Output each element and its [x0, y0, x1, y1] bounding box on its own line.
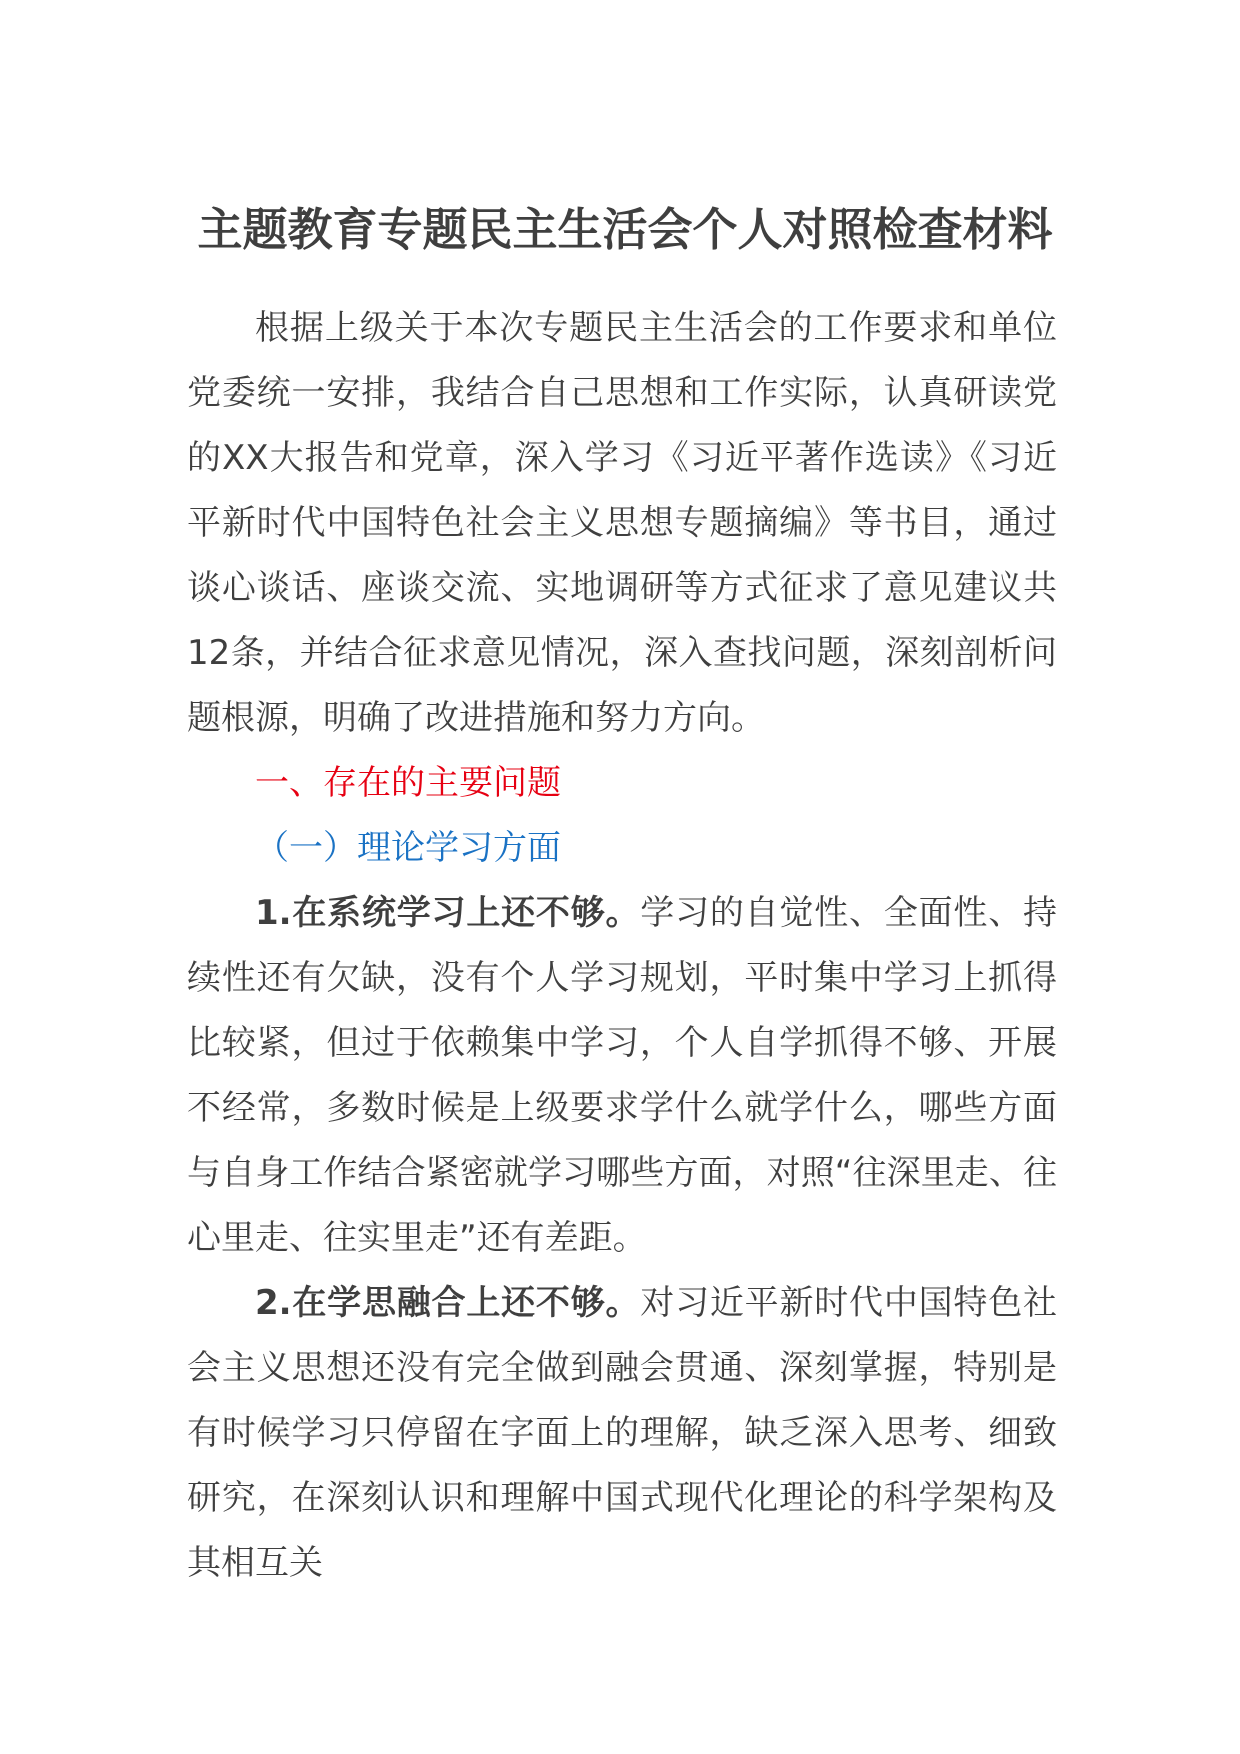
item-1-paragraph — [187, 881, 1057, 1271]
subsection-heading: （一）理论学习方面 — [255, 828, 561, 868]
item-2-paragraph — [187, 1271, 1057, 1596]
item-2-text: 对习近平新时代中国特色社会主义思想还没有完全做到融会贯通、深刻掌握，特别是有时候学习只停留在字面上的理解，缺乏深入思考、细致研究，在深刻认识和理解中国式现代化理论的科学架构及其相互关 — [187, 1283, 1058, 1583]
item-1-lead: 1.在系统学习上还不够。 — [255, 893, 641, 933]
item-1-text: 学习的自觉性、全面性、持续性还有欠缺，没有个人学习规划，平时集中学习上抓得比较紧，但过于依赖集中学习，个人自学抓得不够、开展不经常，多数时候是上级要求学什么就学什么，哪些方面与自身工作结合紧密就学习哪些方面，对照“往深里走、往心里走、往实里走”还有差距。 — [187, 893, 1058, 1258]
section-heading: 一、存在的主要问题 — [255, 763, 561, 803]
document-title: 主题教育专题民主生活会个人对照检查材料 — [197, 203, 1053, 256]
intro-paragraph: 根据上级关于本次专题民主生活会的工作要求和单位党委统一安排，我结合自己思想和工作实际，认真研读党的XX大报告和党章，深入学习《习近平著作选读》《习近平新时代中国特色社会主义思想专题摘编》等书目，通过谈心谈话、座谈交流、实地调研等方式征求了意见建议共12条，并结合征求意见情况，深入查找问题，深刻剖析问题根源，明确了改进措施和努力方向。 — [187, 308, 1057, 738]
item-2-lead: 2.在学思融合上还不够。 — [255, 1283, 641, 1323]
document-body — [187, 296, 1057, 1596]
